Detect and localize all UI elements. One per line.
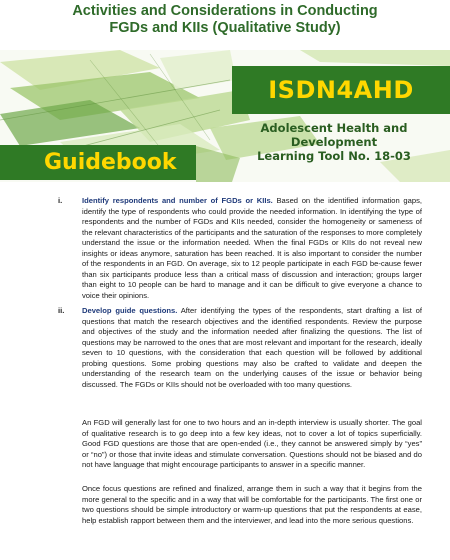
list-text: Based on the identified information gaps, identify the type of respondents who could provide the needed information. In identifying the type of respondents and the number of FGDs and KIIs needed, consider the homogeneity or sameness of the relevant characteristics of the participants and the saturation of the responses to more completely understand the issue or the information needed. When the final FGDs or KIIs do not reveal new insights or ideas anymore, saturation has been reached. It is also important to consider the number of the respondents in an FGD. On average, six to 12 people participate in each FGD be-cause fewer than six participants produce less than a critical mass of discussion and interaction; groups larger than eight to 10 people can be hard to manage and it can be difficult to give everyone a chance to voice their opinions. <box>82 196 422 300</box>
list-numeral: i. <box>58 196 63 205</box>
guidebook-label: Guidebook <box>44 150 177 175</box>
document-title <box>0 3 450 37</box>
list-lead: Identify respondents and number of FGDs or KIIs. <box>82 196 273 205</box>
body-paragraph: Once focus questions are refined and finalized, arrange them in such a way that it begins from the more general to the specific and in a way that will be comfortable for the participants. The first one or two questions should be simple introductory or warm-up questions that put the respondents at ease, help establish rapport between them and the interviewer, and lead into the more serious questions. <box>82 484 422 525</box>
document-subtitle <box>218 121 450 163</box>
list-paragraph <box>82 306 422 390</box>
list-lead: Develop guide questions. <box>82 306 178 315</box>
body-paragraph: An FGD will generally last for one to two hours and an in-depth interview is usually shorter. The goal of qualitative research is to go deep into a few key ideas, not to cover a lot of topics superficially. Good FGD questions are those that are open-ended (i.e., they cannot be answered simply by “yes” or “no”) or those that invite ideas and stimulate conversation. Questions should not be biased and do not have language that might encourage participants to answer in a specific manner. <box>82 418 422 469</box>
title-line-1: Activities and Considerations in Conducting <box>72 3 378 19</box>
list-numeral: ii. <box>58 306 65 315</box>
learning-tool-code: ISDN4AHD <box>268 76 414 104</box>
list-text: After identifying the types of the respondents, start drafting a list of questions that match the research objectives and the identified respondents. Review the purpose and objectives of the study and the information needed after finalizing the questions. The list of questions may be narrowed to the ones that are most relevant and important for the research, ideally seven to 10 questions, with the consideration that each question will be followed by additional probing questions. Some probing questions may also be crafted to validate and deepen the understanding of the research team on the underlying causes of the issue or behavior being discussed. The FGDs or KIIs should not be overloaded with too many questions. <box>82 306 422 389</box>
subtitle-line-1: Adolescent Health and Development <box>260 121 408 149</box>
title-line-2: FGDs and KIIs (Qualitative Study) <box>109 20 341 36</box>
subtitle-line-2: Learning Tool No. 18-03 <box>257 149 411 163</box>
list-paragraph <box>82 196 422 301</box>
